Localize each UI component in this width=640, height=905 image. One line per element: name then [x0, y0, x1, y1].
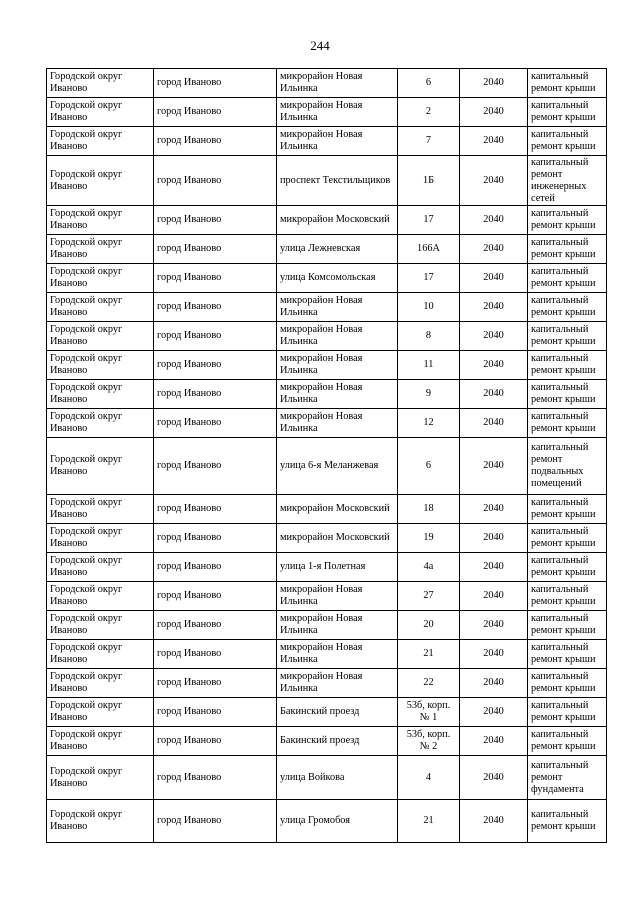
work-type-cell: капитальный ремонт крыши: [528, 235, 607, 264]
street-cell: микрорайон Московский: [277, 206, 398, 235]
house-number-cell: 27: [398, 582, 460, 611]
table-row: [47, 380, 607, 409]
municipality-cell: Городской округ Иваново: [47, 69, 154, 98]
house-number-cell: 19: [398, 524, 460, 553]
year-cell: 2040: [460, 582, 528, 611]
work-type-cell: капитальный ремонт крыши: [528, 727, 607, 756]
city-cell: город Иваново: [154, 380, 277, 409]
house-number-cell: 21: [398, 640, 460, 669]
work-type-cell: капитальный ремонт крыши: [528, 524, 607, 553]
table-row: [47, 409, 607, 438]
table-row: [47, 756, 607, 800]
municipality-cell: Городской округ Иваново: [47, 264, 154, 293]
work-type-cell: капитальный ремонт крыши: [528, 553, 607, 582]
year-cell: 2040: [460, 127, 528, 156]
city-cell: город Иваново: [154, 409, 277, 438]
municipality-cell: Городской округ Иваново: [47, 495, 154, 524]
work-type-cell: капитальный ремонт крыши: [528, 409, 607, 438]
city-cell: город Иваново: [154, 582, 277, 611]
table-row: [47, 127, 607, 156]
city-cell: город Иваново: [154, 611, 277, 640]
street-cell: микрорайон Новая Ильинка: [277, 640, 398, 669]
municipality-cell: Городской округ Иваново: [47, 553, 154, 582]
year-cell: 2040: [460, 69, 528, 98]
work-type-cell: капитальный ремонт крыши: [528, 351, 607, 380]
city-cell: город Иваново: [154, 156, 277, 206]
house-number-cell: 17: [398, 264, 460, 293]
municipality-cell: Городской округ Иваново: [47, 206, 154, 235]
house-number-cell: 166А: [398, 235, 460, 264]
table-row: [47, 524, 607, 553]
table-row: [47, 351, 607, 380]
year-cell: 2040: [460, 640, 528, 669]
year-cell: 2040: [460, 611, 528, 640]
municipality-cell: Городской округ Иваново: [47, 322, 154, 351]
table-row: [47, 669, 607, 698]
work-type-cell: капитальный ремонт крыши: [528, 322, 607, 351]
work-type-cell: капитальный ремонт крыши: [528, 380, 607, 409]
house-number-cell: 6: [398, 69, 460, 98]
work-type-cell: капитальный ремонт фундамента: [528, 756, 607, 800]
municipality-cell: Городской округ Иваново: [47, 293, 154, 322]
house-number-cell: 4а: [398, 553, 460, 582]
work-type-cell: капитальный ремонт крыши: [528, 98, 607, 127]
street-cell: микрорайон Новая Ильинка: [277, 322, 398, 351]
municipality-cell: Городской округ Иваново: [47, 800, 154, 843]
table-row: [47, 495, 607, 524]
city-cell: город Иваново: [154, 524, 277, 553]
year-cell: 2040: [460, 264, 528, 293]
table-row: [47, 727, 607, 756]
street-cell: микрорайон Новая Ильинка: [277, 69, 398, 98]
work-type-cell: капитальный ремонт крыши: [528, 640, 607, 669]
municipality-cell: Городской округ Иваново: [47, 524, 154, 553]
table-row: [47, 438, 607, 495]
street-cell: микрорайон Новая Ильинка: [277, 127, 398, 156]
street-cell: улица 1-я Полетная: [277, 553, 398, 582]
table-row: [47, 322, 607, 351]
table-row: [47, 206, 607, 235]
city-cell: город Иваново: [154, 206, 277, 235]
city-cell: город Иваново: [154, 553, 277, 582]
street-cell: улица Войкова: [277, 756, 398, 800]
city-cell: город Иваново: [154, 756, 277, 800]
city-cell: город Иваново: [154, 351, 277, 380]
house-number-cell: 9: [398, 380, 460, 409]
city-cell: город Иваново: [154, 69, 277, 98]
municipality-cell: Городской округ Иваново: [47, 380, 154, 409]
work-type-cell: капитальный ремонт крыши: [528, 582, 607, 611]
table-row: [47, 293, 607, 322]
work-type-cell: капитальный ремонт крыши: [528, 698, 607, 727]
year-cell: 2040: [460, 698, 528, 727]
table-row: [47, 98, 607, 127]
house-number-cell: 6: [398, 438, 460, 495]
table-body: [47, 69, 607, 843]
street-cell: микрорайон Новая Ильинка: [277, 380, 398, 409]
year-cell: 2040: [460, 98, 528, 127]
city-cell: город Иваново: [154, 438, 277, 495]
page-number: 244: [310, 38, 330, 53]
year-cell: 2040: [460, 727, 528, 756]
street-cell: микрорайон Московский: [277, 495, 398, 524]
year-cell: 2040: [460, 351, 528, 380]
municipality-cell: Городской округ Иваново: [47, 127, 154, 156]
house-number-cell: 8: [398, 322, 460, 351]
house-number-cell: 7: [398, 127, 460, 156]
city-cell: город Иваново: [154, 127, 277, 156]
work-type-cell: капитальный ремонт крыши: [528, 800, 607, 843]
city-cell: город Иваново: [154, 727, 277, 756]
year-cell: 2040: [460, 524, 528, 553]
house-number-cell: 17: [398, 206, 460, 235]
year-cell: 2040: [460, 669, 528, 698]
municipality-cell: Городской округ Иваново: [47, 409, 154, 438]
city-cell: город Иваново: [154, 800, 277, 843]
street-cell: микрорайон Новая Ильинка: [277, 351, 398, 380]
year-cell: 2040: [460, 756, 528, 800]
table-row: [47, 156, 607, 206]
municipality-cell: Городской округ Иваново: [47, 640, 154, 669]
work-type-cell: капитальный ремонт крыши: [528, 69, 607, 98]
street-cell: микрорайон Новая Ильинка: [277, 669, 398, 698]
table-row: [47, 611, 607, 640]
repair-schedule-table: [46, 68, 607, 843]
house-number-cell: 53б, корп. № 1: [398, 698, 460, 727]
house-number-cell: 10: [398, 293, 460, 322]
house-number-cell: 12: [398, 409, 460, 438]
municipality-cell: Городской округ Иваново: [47, 438, 154, 495]
house-number-cell: 22: [398, 669, 460, 698]
city-cell: город Иваново: [154, 322, 277, 351]
municipality-cell: Городской округ Иваново: [47, 698, 154, 727]
work-type-cell: капитальный ремонт крыши: [528, 669, 607, 698]
municipality-cell: Городской округ Иваново: [47, 235, 154, 264]
year-cell: 2040: [460, 495, 528, 524]
work-type-cell: капитальный ремонт крыши: [528, 495, 607, 524]
house-number-cell: 21: [398, 800, 460, 843]
year-cell: 2040: [460, 206, 528, 235]
house-number-cell: 1Б: [398, 156, 460, 206]
city-cell: город Иваново: [154, 98, 277, 127]
street-cell: микрорайон Московский: [277, 524, 398, 553]
municipality-cell: Городской округ Иваново: [47, 727, 154, 756]
year-cell: 2040: [460, 293, 528, 322]
city-cell: город Иваново: [154, 495, 277, 524]
table-row: [47, 553, 607, 582]
city-cell: город Иваново: [154, 698, 277, 727]
year-cell: 2040: [460, 322, 528, 351]
street-cell: микрорайон Новая Ильинка: [277, 409, 398, 438]
house-number-cell: 20: [398, 611, 460, 640]
year-cell: 2040: [460, 438, 528, 495]
street-cell: Бакинский проезд: [277, 727, 398, 756]
city-cell: город Иваново: [154, 293, 277, 322]
house-number-cell: 18: [398, 495, 460, 524]
work-type-cell: капитальный ремонт инженерных сетей: [528, 156, 607, 206]
street-cell: улица Комсомольская: [277, 264, 398, 293]
year-cell: 2040: [460, 156, 528, 206]
house-number-cell: 11: [398, 351, 460, 380]
street-cell: проспект Текстильщиков: [277, 156, 398, 206]
year-cell: 2040: [460, 380, 528, 409]
street-cell: улица Лежневская: [277, 235, 398, 264]
work-type-cell: капитальный ремонт крыши: [528, 206, 607, 235]
city-cell: город Иваново: [154, 235, 277, 264]
table-row: [47, 640, 607, 669]
house-number-cell: 53б, корп. № 2: [398, 727, 460, 756]
table-row: [47, 582, 607, 611]
municipality-cell: Городской округ Иваново: [47, 669, 154, 698]
year-cell: 2040: [460, 553, 528, 582]
city-cell: город Иваново: [154, 264, 277, 293]
city-cell: город Иваново: [154, 669, 277, 698]
work-type-cell: капитальный ремонт крыши: [528, 293, 607, 322]
street-cell: улица 6-я Меланжевая: [277, 438, 398, 495]
street-cell: микрорайон Новая Ильинка: [277, 293, 398, 322]
municipality-cell: Городской округ Иваново: [47, 611, 154, 640]
table-row: [47, 69, 607, 98]
house-number-cell: 2: [398, 98, 460, 127]
street-cell: микрорайон Новая Ильинка: [277, 611, 398, 640]
municipality-cell: Городской округ Иваново: [47, 756, 154, 800]
work-type-cell: капитальный ремонт крыши: [528, 264, 607, 293]
municipality-cell: Городской округ Иваново: [47, 156, 154, 206]
table-row: [47, 264, 607, 293]
street-cell: микрорайон Новая Ильинка: [277, 98, 398, 127]
year-cell: 2040: [460, 235, 528, 264]
year-cell: 2040: [460, 800, 528, 843]
table-row: [47, 698, 607, 727]
year-cell: 2040: [460, 409, 528, 438]
street-cell: улица Громобоя: [277, 800, 398, 843]
municipality-cell: Городской округ Иваново: [47, 351, 154, 380]
work-type-cell: капитальный ремонт крыши: [528, 611, 607, 640]
municipality-cell: Городской округ Иваново: [47, 582, 154, 611]
house-number-cell: 4: [398, 756, 460, 800]
municipality-cell: Городской округ Иваново: [47, 98, 154, 127]
work-type-cell: капитальный ремонт подвальных помещений: [528, 438, 607, 495]
street-cell: микрорайон Новая Ильинка: [277, 582, 398, 611]
table-row: [47, 235, 607, 264]
work-type-cell: капитальный ремонт крыши: [528, 127, 607, 156]
table-row: [47, 800, 607, 843]
street-cell: Бакинский проезд: [277, 698, 398, 727]
city-cell: город Иваново: [154, 640, 277, 669]
